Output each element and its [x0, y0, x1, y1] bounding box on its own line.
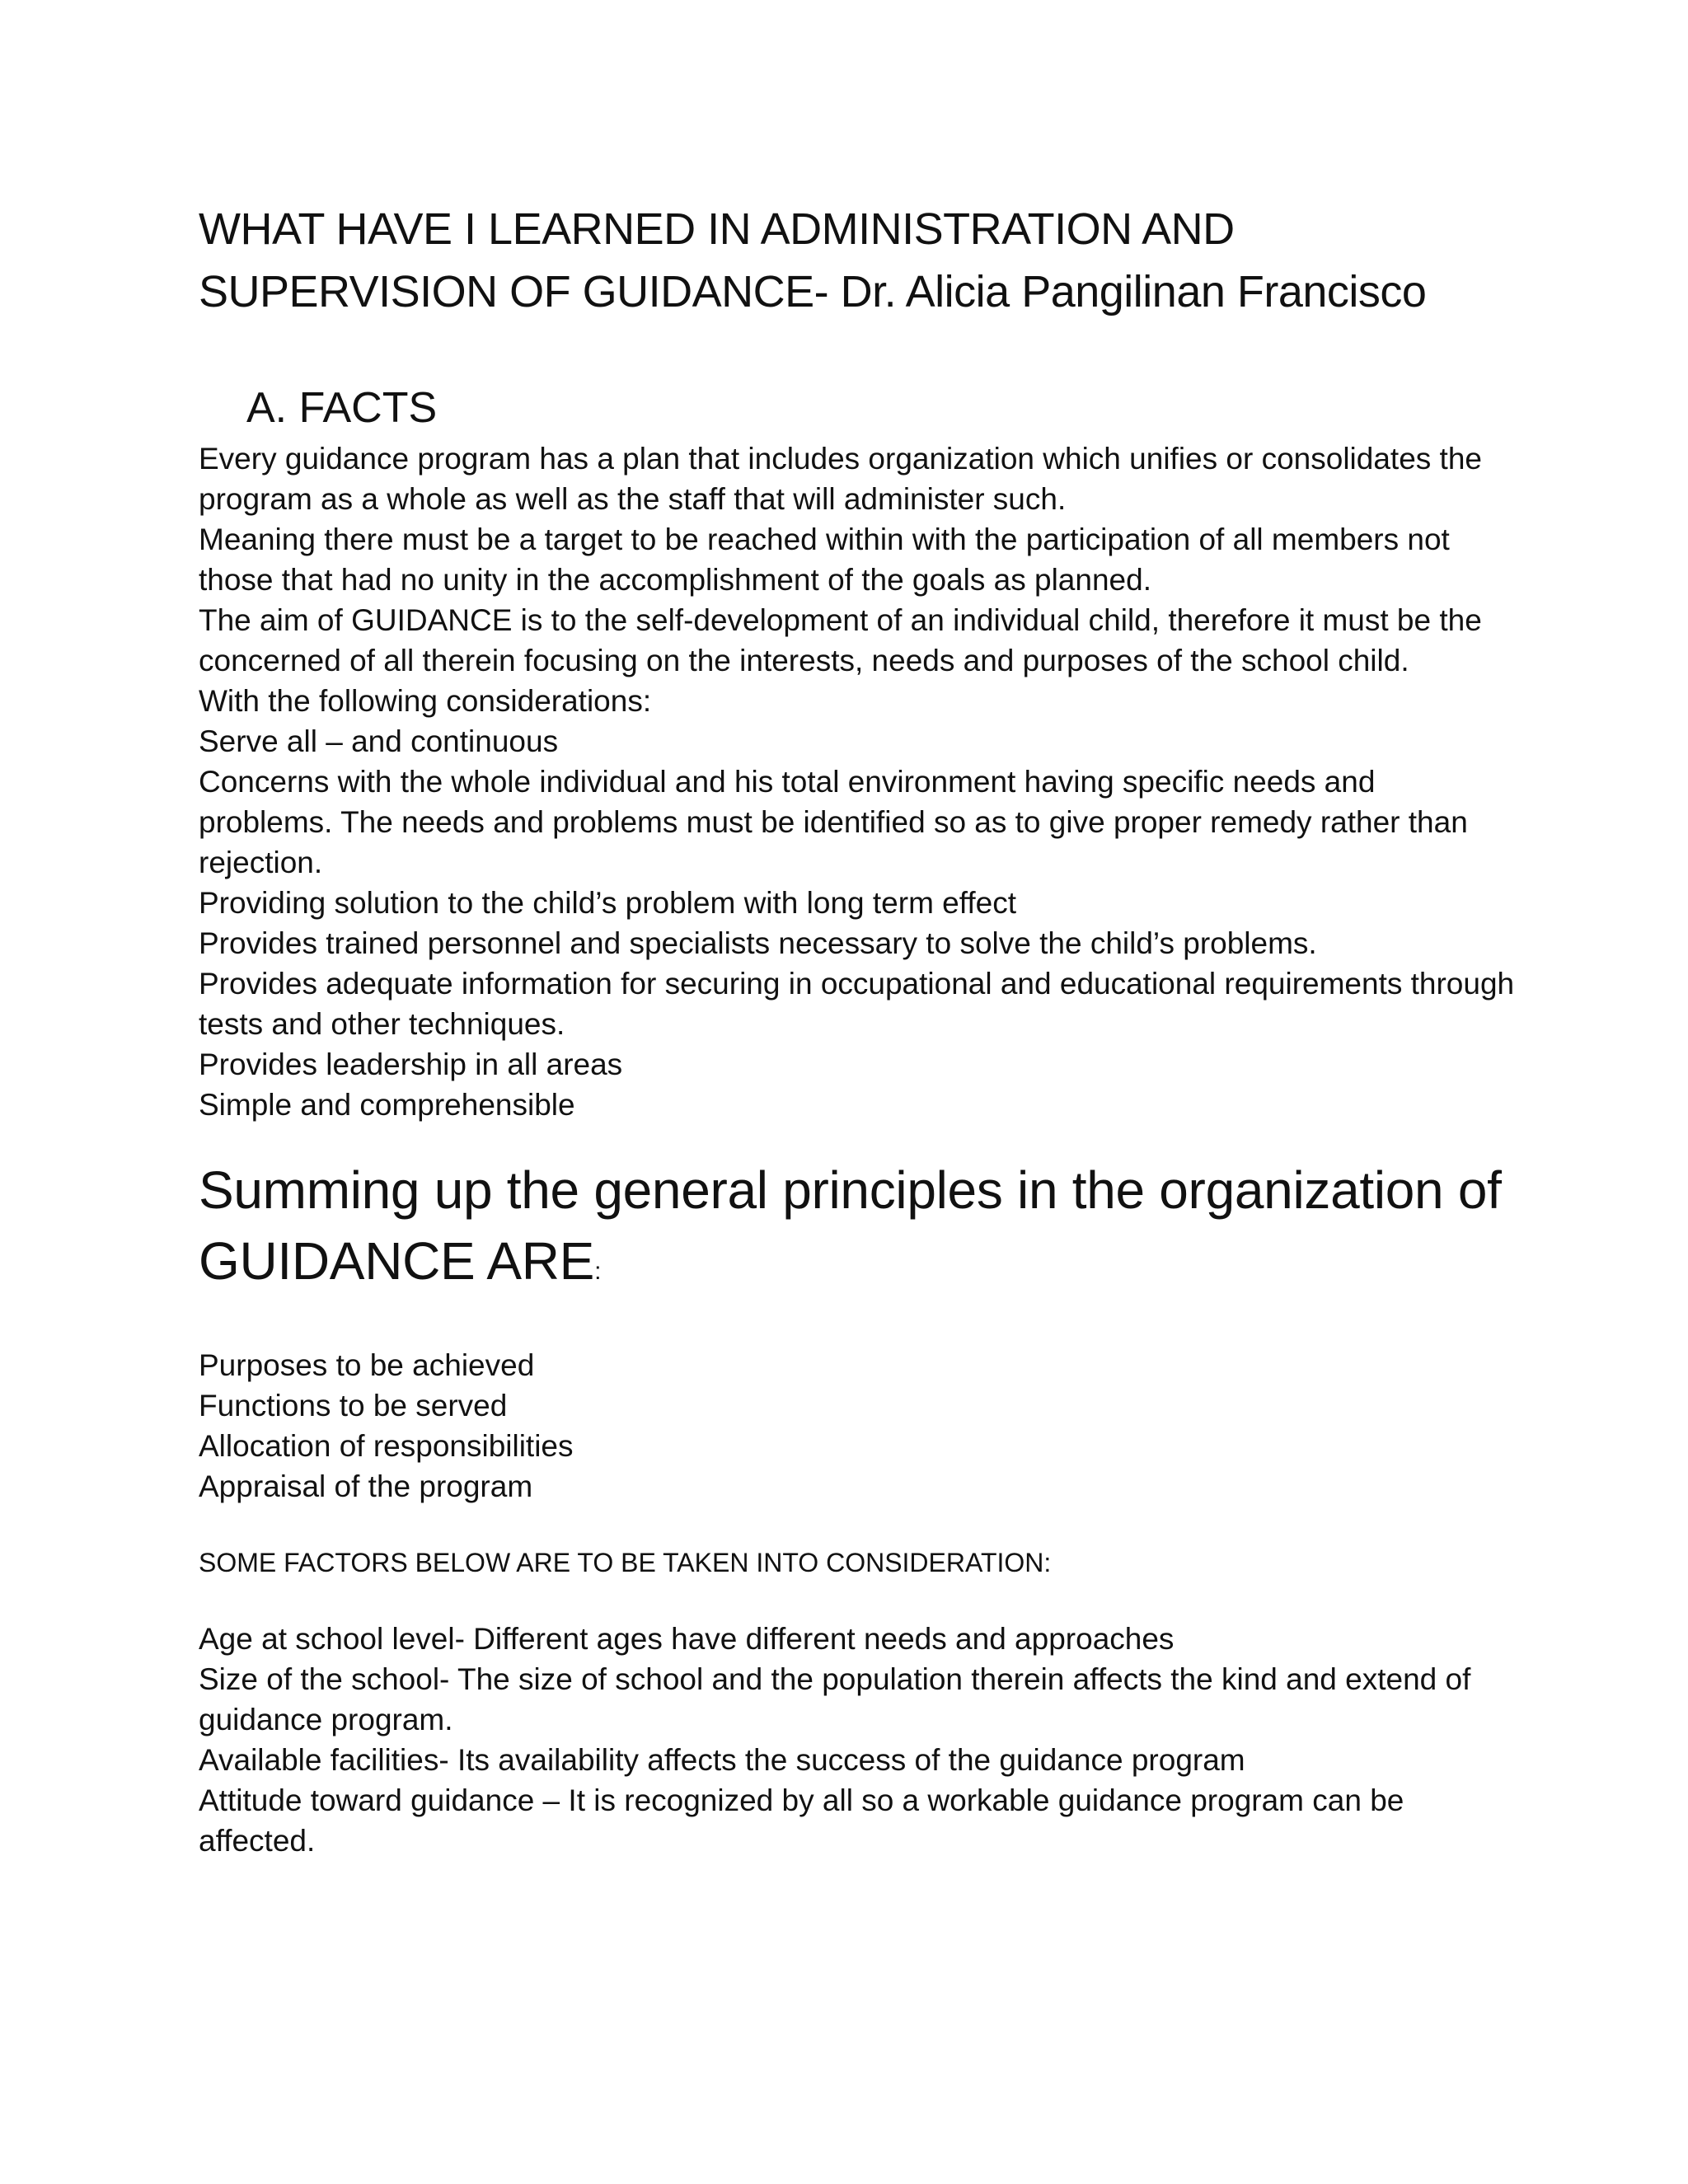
facts-list — [199, 438, 1517, 1125]
facts-line: Simple and comprehensible — [199, 1088, 575, 1122]
factor-item: Age at school level- Different ages have different needs and approaches — [199, 1622, 1175, 1656]
principle-item: Purposes to be achieved — [199, 1348, 535, 1382]
summary-heading-colon: : — [594, 1258, 602, 1285]
factors-list — [199, 1619, 1517, 1861]
facts-line: Provides leadership in all areas — [199, 1047, 623, 1081]
principle-item: Appraisal of the program — [199, 1469, 533, 1503]
factors-heading: SOME FACTORS BELOW ARE TO BE TAKEN INTO CONSIDERATION: — [199, 1548, 1052, 1577]
facts-line: Serve all – and continuous — [199, 724, 559, 758]
facts-line: With the following considerations: — [199, 684, 652, 718]
principle-item: Functions to be served — [199, 1389, 508, 1422]
facts-line: Providing solution to the child’s problem with long term effect — [199, 886, 1016, 920]
factor-item: Attitude toward guidance – It is recognized by all so a workable guidance program can be affected. — [199, 1783, 1404, 1858]
facts-line: Concerns with the whole individual and his total environment having specific needs and problems. The needs and problems must be identified so as to give proper remedy rather than rejection. — [199, 765, 1468, 879]
summary-heading-text: Summing up the general principles in the organization of GUIDANCE ARE — [199, 1160, 1502, 1291]
principles-list — [199, 1345, 1517, 1507]
principle-item: Allocation of responsibilities — [199, 1429, 574, 1463]
section-a-heading: A. FACTS — [246, 384, 438, 432]
facts-line: Meaning there must be a target to be reached within with the participation of all members not those that had no unity in the accomplishment of the goals as planned. — [199, 523, 1450, 597]
facts-line: Provides trained personnel and specialists necessary to solve the child’s problems. — [199, 926, 1317, 960]
facts-line: The aim of GUIDANCE is to the self-development of an individual child, therefore it must be the concerned of all therein focusing on the interests, needs and purposes of the school child. — [199, 603, 1482, 677]
summary-heading — [199, 1155, 1517, 1307]
document-body — [199, 198, 1517, 1861]
factor-item: Available facilities- Its availability affects the success of the guidance program — [199, 1743, 1245, 1777]
facts-line: Every guidance program has a plan that includes organization which unifies or consolidates the program as a whole as well as the staff that will administer such. — [199, 442, 1482, 516]
factor-item: Size of the school- The size of school and the population therein affects the kind and extend of guidance program. — [199, 1662, 1471, 1736]
document-title: WHAT HAVE I LEARNED IN ADMINISTRATION AND SUPERVISION OF GUIDANCE- Dr. Alicia Pangilinan Francisco — [199, 204, 1427, 316]
facts-line: Provides adequate information for securing in occupational and educational requirements through tests and other techniques. — [199, 967, 1515, 1041]
